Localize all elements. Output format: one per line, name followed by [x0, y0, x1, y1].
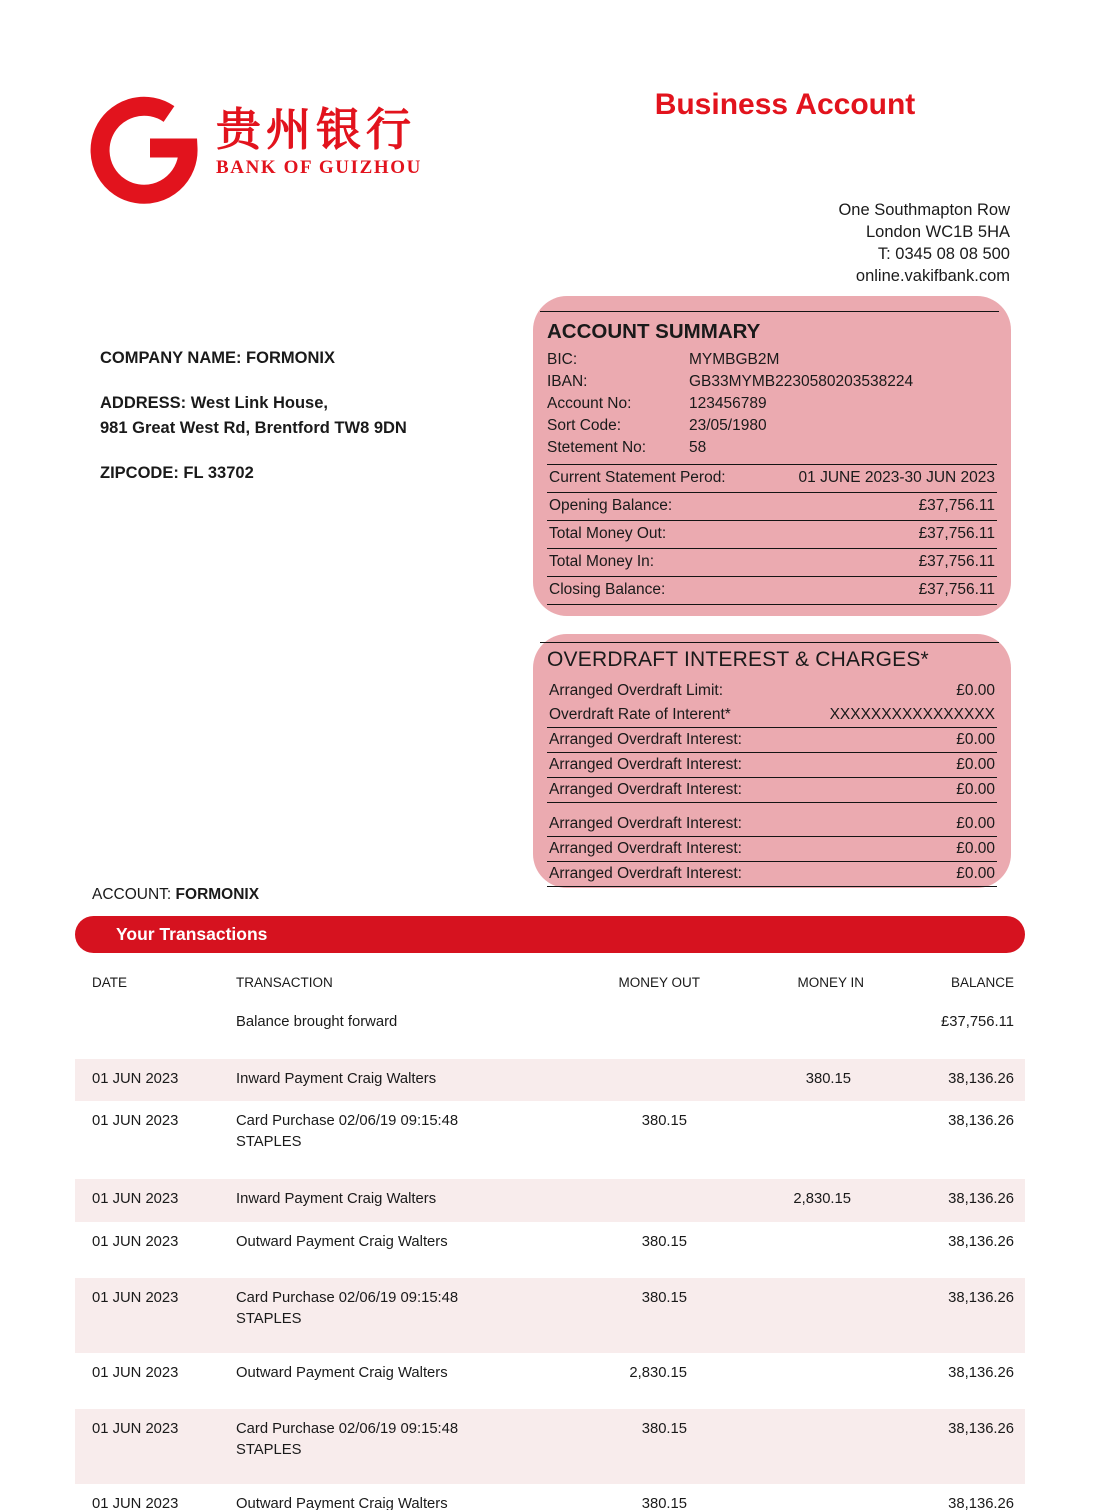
total-label: Current Statement Perod:	[549, 469, 726, 486]
detail-label: Stetement No:	[547, 439, 647, 456]
overdraft-label: Overdraft Rate of Interent*	[549, 705, 731, 723]
transaction-description-line1: Card Purchase 02/06/19 09:15:48	[236, 1290, 459, 1307]
customer-address-line2: 981 Great West Rd, Brentford TW8 9DN	[100, 419, 407, 438]
overdraft-title: OVERDRAFT INTEREST & CHARGES*	[547, 648, 929, 671]
transaction-description-line1: Outward Payment Craig Walters	[236, 1495, 448, 1510]
account-detail-row	[547, 415, 997, 437]
transaction-description	[236, 1232, 536, 1253]
customer-company-line: COMPANY NAME: FORMONIX	[100, 349, 335, 367]
account-summary-totals	[547, 464, 997, 605]
transaction-row	[75, 1484, 1025, 1510]
column-header-money-in: MONEY IN	[797, 975, 864, 990]
account-detail-row	[547, 437, 997, 459]
summary-total-row	[547, 549, 997, 577]
transaction-money-in: 380.15	[805, 1070, 851, 1087]
overdraft-row	[547, 679, 997, 703]
total-label: Total Money Out:	[549, 525, 667, 542]
total-value: £37,756.11	[918, 525, 995, 542]
total-label: Total Money In:	[549, 553, 655, 570]
bank-name-chinese: 贵州银行	[216, 104, 417, 155]
transaction-row	[75, 1222, 1025, 1279]
transaction-row	[75, 1002, 1025, 1059]
overdraft-label: Arranged Overdraft Interest:	[549, 839, 742, 857]
overdraft-value: £0.00	[956, 839, 995, 857]
transaction-description	[236, 1069, 536, 1090]
transaction-description-line1: Balance brought forward	[236, 1014, 398, 1030]
transaction-money-out: 380.15	[641, 1421, 687, 1438]
transaction-money-out: 2,830.15	[629, 1364, 687, 1381]
transaction-description	[236, 1012, 536, 1033]
overdraft-panel	[533, 634, 1011, 888]
divider	[540, 311, 999, 312]
bank-logo-text	[216, 92, 422, 179]
transaction-date: 01 JUN 2023	[92, 1421, 179, 1438]
overdraft-label: Arranged Overdraft Interest:	[549, 780, 742, 798]
transaction-description	[236, 1494, 536, 1510]
transaction-description	[236, 1111, 536, 1152]
overdraft-label: Arranged Overdraft Interest:	[549, 730, 742, 748]
transaction-description-line2: STAPLES	[236, 1310, 302, 1327]
overdraft-value: £0.00	[956, 864, 995, 882]
account-label: ACCOUNT:	[92, 886, 172, 903]
total-value: £37,756.11	[918, 553, 995, 570]
summary-total-row	[547, 521, 997, 549]
overdraft-label: Arranged Overdraft Interest:	[549, 864, 742, 882]
transaction-row	[75, 1179, 1025, 1222]
customer-zipcode-line: ZIPCODE: FL 33702	[100, 463, 254, 482]
transaction-description	[236, 1363, 536, 1384]
summary-total-row	[547, 493, 997, 521]
transaction-balance: 38,136.26	[948, 1290, 1014, 1307]
transaction-money-out: 380.15	[641, 1495, 687, 1510]
transaction-row	[75, 1409, 1025, 1483]
overdraft-row	[547, 862, 997, 887]
bank-address-line: One Southmapton Row	[838, 201, 1010, 219]
transactions-bar-title: Your Transactions	[116, 924, 268, 944]
transaction-money-out: 380.15	[641, 1113, 687, 1130]
overdraft-value: £0.00	[956, 681, 995, 699]
transaction-description-line1: Outward Payment Craig Walters	[236, 1233, 448, 1250]
transaction-row	[75, 1101, 1025, 1178]
detail-label: Account No:	[547, 395, 632, 412]
customer-block	[100, 346, 407, 486]
transaction-date: 01 JUN 2023	[92, 1113, 179, 1130]
transaction-description	[236, 1419, 536, 1460]
overdraft-row	[547, 812, 997, 837]
transaction-balance: £37,756.11	[941, 1014, 1014, 1030]
overdraft-value: £0.00	[956, 755, 995, 773]
overdraft-row	[547, 778, 997, 803]
transaction-description-line1: Outward Payment Craig Walters	[236, 1364, 448, 1381]
spacer	[100, 372, 407, 391]
column-header-balance: BALANCE	[950, 975, 1014, 990]
total-label: Opening Balance:	[549, 497, 673, 514]
account-detail-row	[547, 393, 997, 415]
summary-total-row	[547, 577, 997, 605]
summary-total-row	[547, 465, 997, 493]
transaction-balance: 38,136.26	[948, 1070, 1014, 1087]
transaction-row	[75, 1278, 1025, 1352]
detail-label: IBAN:	[547, 373, 588, 390]
transaction-money-in: 2,830.15	[793, 1190, 851, 1207]
overdraft-row	[547, 728, 997, 753]
transaction-date: 01 JUN 2023	[92, 1190, 179, 1207]
account-detail-row	[547, 349, 997, 371]
bank-address-line: T: 0345 08 08 500	[877, 245, 1010, 264]
transaction-balance: 38,136.26	[948, 1233, 1014, 1250]
total-value: 01 JUNE 2023-30 JUN 2023	[798, 469, 995, 486]
detail-label: BIC:	[547, 351, 578, 368]
account-name-value: FORMONIX	[175, 886, 260, 903]
transactions-rows	[75, 1002, 1025, 1510]
transaction-date: 01 JUN 2023	[92, 1364, 179, 1381]
transaction-row	[75, 1059, 1025, 1102]
total-label: Closing Balance:	[549, 581, 666, 598]
bank-address	[838, 199, 1010, 287]
detail-value: MYMBGB2M	[689, 351, 780, 368]
bank-address-line: London WC1B 5HA	[866, 223, 1010, 242]
transaction-balance: 38,136.26	[948, 1421, 1014, 1438]
column-header-date: DATE	[92, 975, 128, 990]
transaction-description-line1: Inward Payment Craig Walters	[236, 1070, 437, 1087]
transactions-bar	[75, 916, 1025, 953]
overdraft-rows	[547, 679, 997, 887]
transaction-balance: 38,136.26	[948, 1113, 1014, 1130]
transaction-description-line1: Card Purchase 02/06/19 09:15:48	[236, 1421, 459, 1438]
detail-value: 58	[689, 439, 707, 456]
transaction-balance: 38,136.26	[948, 1364, 1014, 1381]
overdraft-label: Arranged Overdraft Interest:	[549, 755, 742, 773]
transaction-money-out: 380.15	[641, 1233, 687, 1250]
transaction-description-line1: Inward Payment Craig Walters	[236, 1190, 437, 1207]
page-title: Business Account	[654, 88, 916, 121]
transaction-money-out: 380.15	[641, 1290, 687, 1307]
column-header-money-out: MONEY OUT	[618, 975, 700, 990]
account-summary-details	[547, 349, 997, 459]
transaction-description	[236, 1288, 536, 1329]
overdraft-row	[547, 837, 997, 862]
bank-logo	[88, 92, 422, 204]
detail-value: GB33MYMB2230580203538224	[689, 373, 914, 390]
transactions-header-row	[75, 966, 1025, 1002]
bank-g-mark-icon	[88, 92, 200, 204]
overdraft-value: £0.00	[956, 780, 995, 798]
account-summary-title: ACCOUNT SUMMARY	[547, 320, 761, 343]
bank-address-line: online.vakifbank.com	[855, 267, 1010, 286]
transaction-date: 01 JUN 2023	[92, 1233, 179, 1250]
bank-name-english: BANK OF GUIZHOU	[216, 157, 422, 179]
overdraft-label: Arranged Overdraft Limit:	[549, 681, 724, 699]
divider	[540, 642, 999, 643]
overdraft-row	[547, 703, 997, 728]
account-detail-row	[547, 371, 997, 393]
transaction-row	[75, 1353, 1025, 1410]
detail-value: 123456789	[689, 395, 767, 412]
transaction-balance: 38,136.26	[948, 1495, 1014, 1510]
transactions-table	[75, 966, 1025, 1510]
customer-address-line1: ADDRESS: West Link House,	[100, 393, 328, 412]
transaction-description-line2: STAPLES	[236, 1134, 302, 1151]
overdraft-value: £0.00	[956, 730, 995, 748]
overdraft-label: Arranged Overdraft Interest:	[549, 814, 742, 832]
transaction-description	[236, 1189, 536, 1210]
transaction-date: 01 JUN 2023	[92, 1290, 179, 1307]
total-value: £37,756.11	[918, 497, 995, 514]
overdraft-value: XXXXXXXXXXXXXXXX	[829, 705, 995, 723]
column-header-transaction: TRANSACTION	[236, 975, 333, 990]
transaction-description-line1: Card Purchase 02/06/19 09:15:48	[236, 1113, 459, 1130]
detail-value: 23/05/1980	[689, 417, 767, 434]
total-value: £37,756.11	[918, 581, 995, 598]
detail-label: Sort Code:	[547, 417, 622, 434]
spacer	[100, 442, 407, 461]
transaction-date: 01 JUN 2023	[92, 1495, 179, 1510]
transaction-date: 01 JUN 2023	[92, 1070, 179, 1087]
account-summary-panel	[533, 296, 1011, 616]
transaction-balance: 38,136.26	[948, 1190, 1014, 1207]
transaction-description-line2: STAPLES	[236, 1442, 302, 1459]
overdraft-row	[547, 753, 997, 778]
overdraft-value: £0.00	[956, 814, 995, 832]
account-name-line	[92, 886, 259, 904]
